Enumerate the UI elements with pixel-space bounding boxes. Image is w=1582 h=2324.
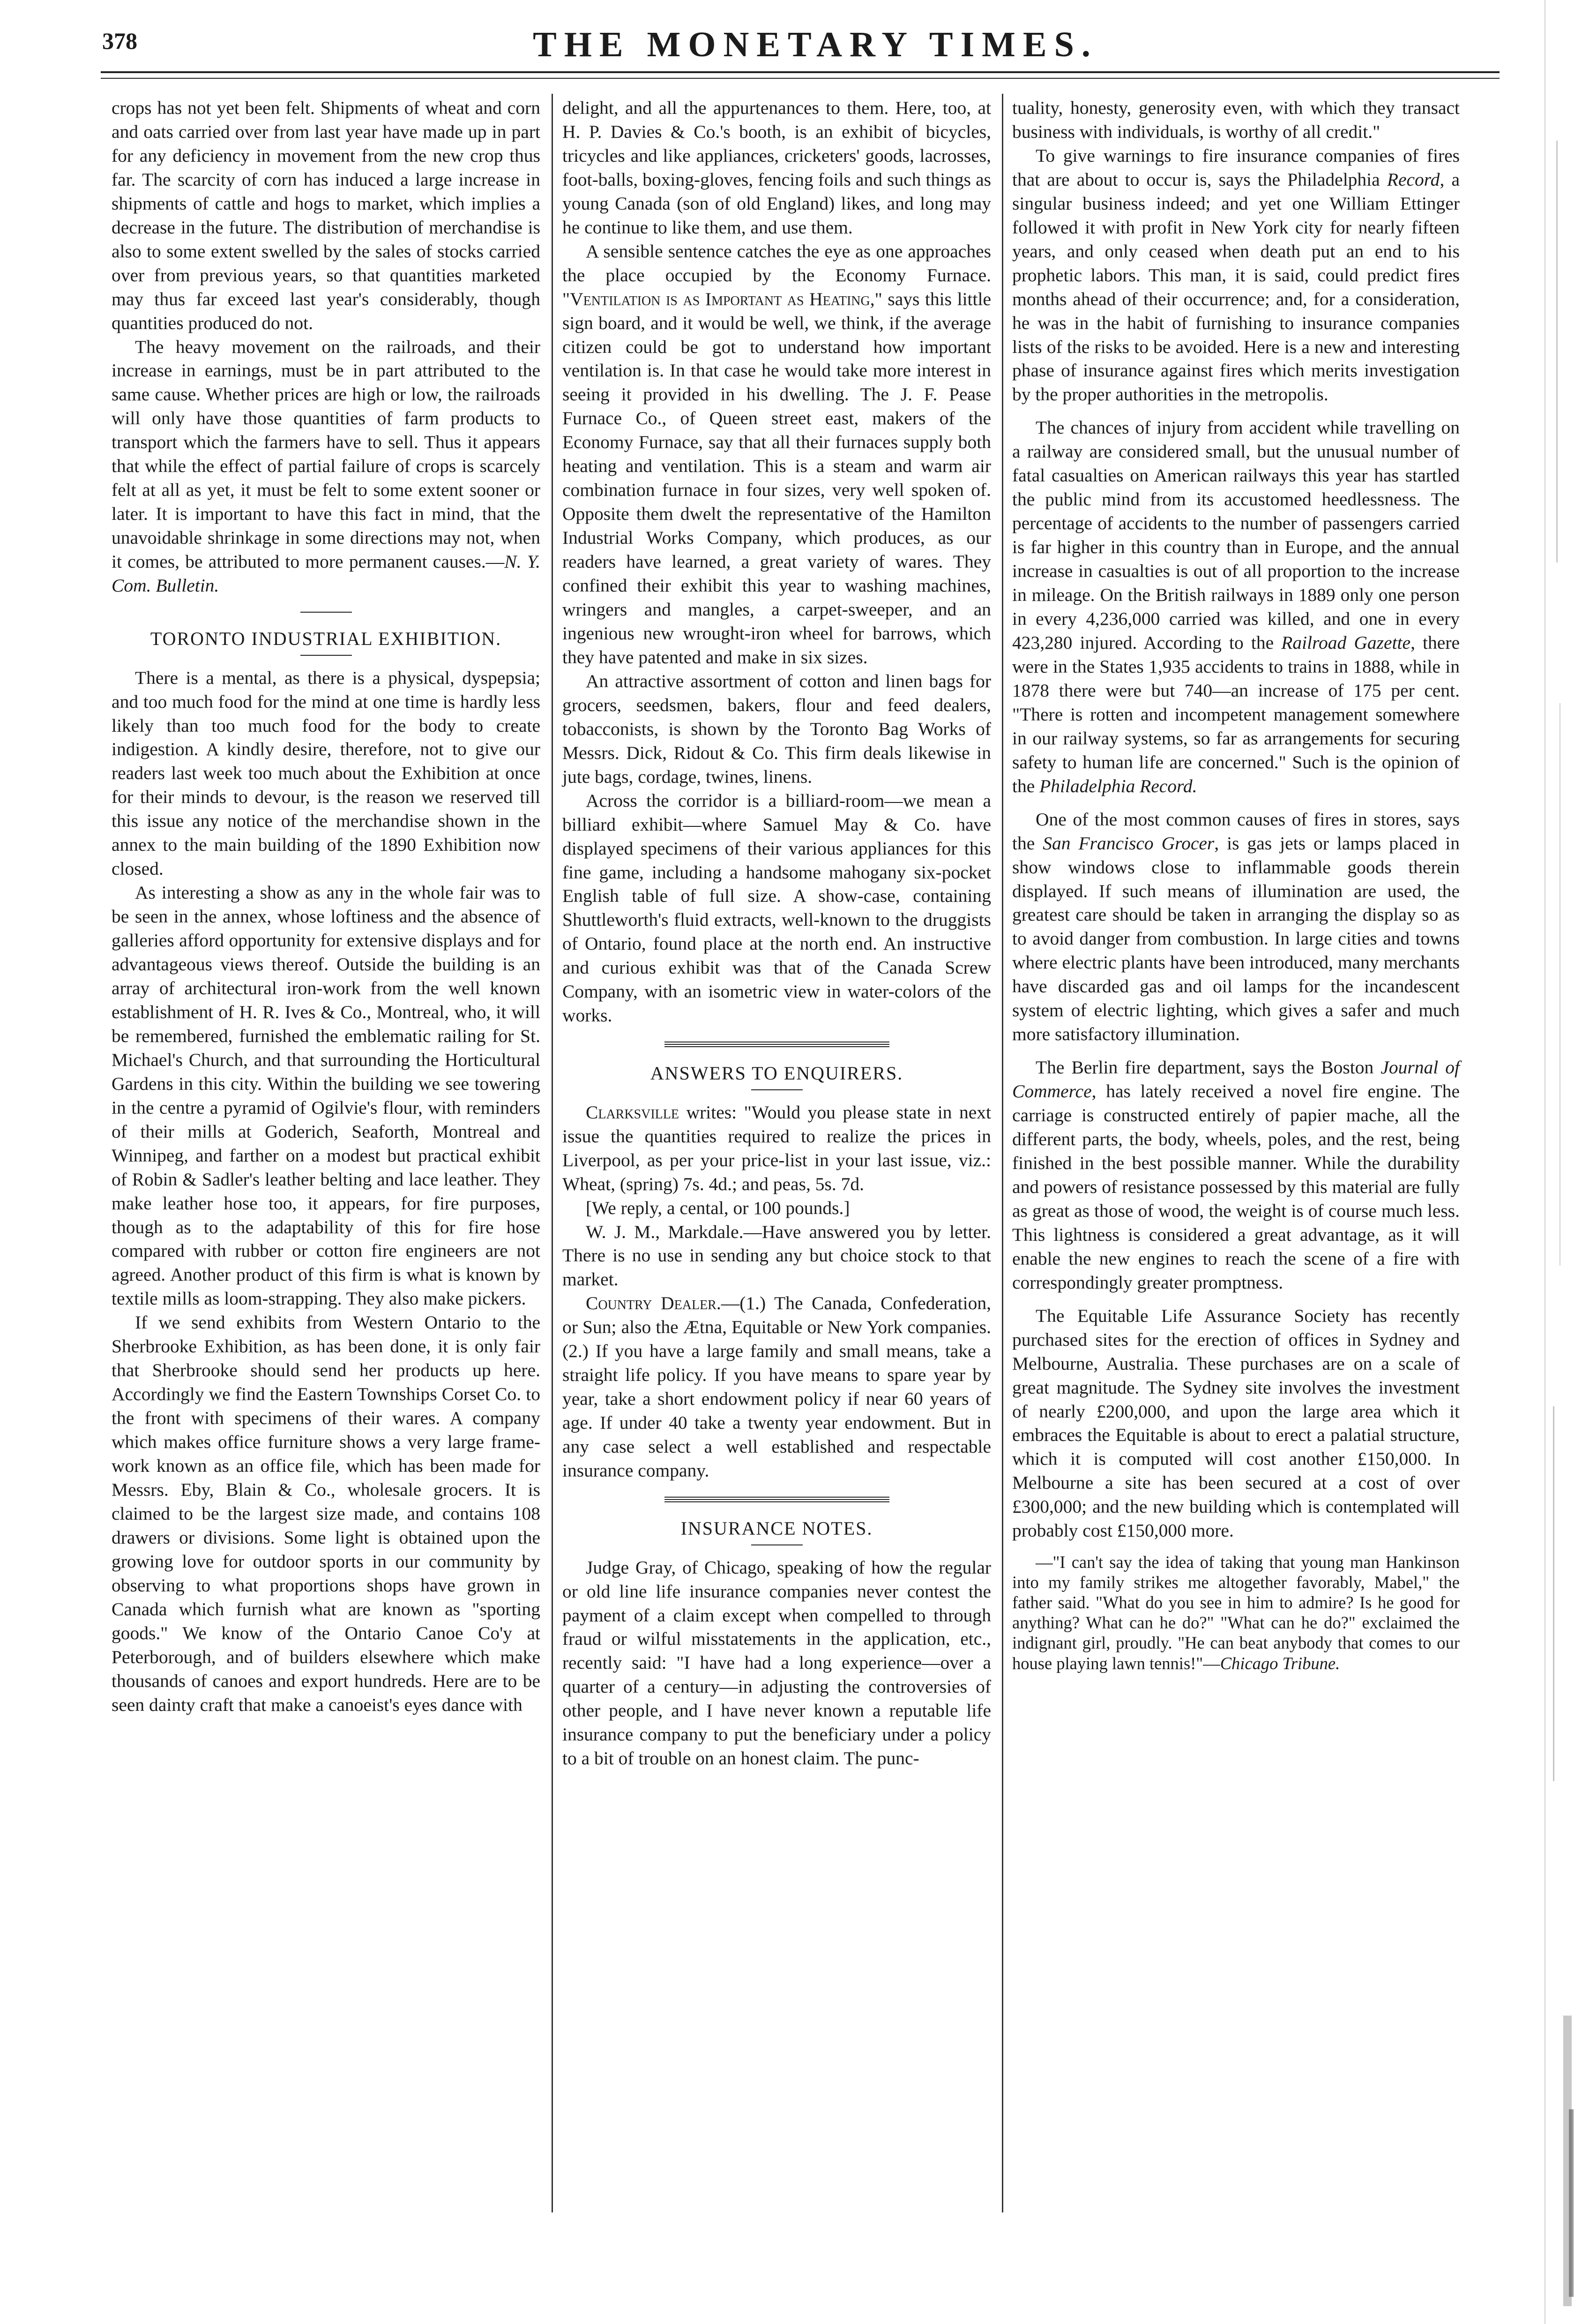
heading-underline	[751, 1544, 803, 1545]
page-edge-grain	[1530, 0, 1582, 2324]
article-paragraph: As interesting a show as any in the whole fair was to be seen in the annex, whose loftiness and the absence of galleries afford opportunity for extensive displays and for advantageous views thereof. Outside the building is an array of architectural iron-work from the well known establishment of H. R. Ives & Co., Montreal, who, it will be remembered, furnished the emblematic railing for St. Michael's Church, and that surrounding the Horticultural Gardens in this city. Within the building we see towering in the centre a pyramid of Ogilvie's flour, with reminders of their mills at Goderich, Seaforth, Montreal and Winnipeg, and farther on a modest but practical exhibit of Robin & Sadler's leather belting and lace leather. They make leather hose too, it appears, for fire purposes, though as to the adaptability of this for fire hose compared with rubber or cotton fire engineers are not agreed. Another product of this firm is what is known by textile mills as loom-strapping. They also make pickers.	[112, 882, 540, 1309]
article-paragraph: The heavy movement on the railroads, and their increase in earnings, must be in part attributed to the same cause. Whether prices are high or low, the railroads will only have those quantities of farm products to transport which the farmers have to sell. Thus it appears that while the effect of partial failure of crops is scarcely felt at all as yet, it must be felt to some extent sooner or later. It is important to have this fact in mind, that the unavoidable shrinkage in some directions may not, when it comes, be attributed to more permanent causes.—N. Y. Com. Bulletin.	[112, 336, 540, 596]
article-paragraph: Judge Gray, of Chicago, speaking of how the regular or old line life insurance companies never contest the payment of a claim except when compelled to through fraud or wilful misstatements in the application, etc., recently said: "I have had a long experience—over a quarter of a century—in adjusting the controversies of other people, and I have never known a reputable life insurance company to put the beneficiary under a policy to a bit of trouble on an honest claim. The punc-	[562, 1557, 991, 1769]
column-3	[1012, 96, 1460, 1673]
heading-underline	[300, 655, 352, 656]
article-paragraph: If we send exhibits from Western Ontario to the Sherbrooke Exhibition, as has been done, it is only fair that Sherbrooke should send her products up here. Accordingly we find the Eastern Townships Corset Co. to the front with specimens of their wares. A company which makes office furniture shows a very large frame-work known as an office file, which has been made for Messrs. Eby, Blain & Co., wholesale grocers. It is claimed to be the largest size made, and contains 108 drawers or divisions. Some light is obtained upon the growing love for outdoor sports in our community by observing to what proportions shops have grown in Canada which furnish what are known as "sporting goods." We know of the Ontario Canoe Co'y at Peterborough, and of builders elsewhere which make thousands of canoes and export hundreds. Here are to be seen dainty craft that make a canoeist's eyes dance with	[112, 1312, 540, 1715]
article-paragraph: crops has not yet been felt. Shipments of wheat and corn and oats carried over from last year have made up in part for any deficiency in movement from the new crop thus far. The scarcity of corn has induced a large increase in shipments of cattle and hogs to market, which implies a decrease in the future. The distribution of merchandise is also to some extent swelled by the sales of stocks carried over from previous years, so that quantities marketed may thus far exceed last year's considerably, though quantities produced do not.	[112, 97, 540, 333]
article-paragraph: delight, and all the appurtenances to them. Here, too, at H. P. Davies & Co.'s booth, is an exhibit of bicycles, tricycles and like appliances, cricketers' goods, lacrosses, foot-balls, boxing-gloves, fencing foils and such things as young Canada (son of old England) likes, and long may he continue to like them, and use them.	[562, 97, 991, 238]
article-separator	[300, 612, 352, 613]
section-heading: ANSWERS TO ENQUIRERS.	[650, 1063, 903, 1084]
article-paragraph: There is a mental, as there is a physical, dyspepsia; and too much food for the mind at one time is hardly less likely than too much food for the body to create indigestion. A kindly desire, therefore, not to give our readers last week too much about the Exhibition at once for their minds to devour, is the reason we reserved till this issue any notice of the merchandise shown in the annex to the main building of the 1890 Exhibition now closed.	[112, 667, 540, 879]
article-paragraph: An attractive assortment of cotton and linen bags for grocers, seedsmen, bakers, flour and feed dealers, tobacconists, is shown by the Toronto Bag Works of Messrs. Dick, Ridout & Co. This firm deals likewise in jute bags, cordage, twines, linens.	[562, 670, 991, 787]
column-1	[112, 96, 540, 1717]
article-paragraph: One of the most common causes of fires in stores, says the San Francisco Grocer, is gas jets or lamps placed in show windows close to inflammable goods therein displayed. If such means of illumination are used, the greatest care should be taken in arranging the display so as to avoid danger from combustion. In large cities and towns where electric plants have been introduced, many merchants have discarded gas and oil lamps for the incandescent system of electric lighting, which gives a safer and much more satisfactory illumination.	[1012, 809, 1460, 1045]
article-paragraph: Clarksville writes: "Would you please state in next issue the quantities required to realize the prices in Liverpool, as per your price-list in your last issue, viz.: Wheat, (spring) 7s. 4d.; and peas, 5s. 7d.	[562, 1102, 991, 1194]
masthead-title: THE MONETARY TIMES.	[533, 25, 1098, 64]
section-heading: TORONTO INDUSTRIAL EXHIBITION.	[150, 628, 502, 650]
enquirer-name: Country Dealer	[586, 1293, 716, 1314]
article-paragraph: Across the corridor is a billiard-room—we mean a billiard exhibit—where Samuel May & Co. have displayed specimens of their various appliances for this fine game, including a handsome mahogany six-pocket English table of full size. A show-case, containing Shuttleworth's fluid extracts, well-known to the druggists of Ontario, found place at the north end. An instructive and curious exhibit was that of the Canada Screw Company, with an isometric view in water-colors of the works.	[562, 790, 991, 1026]
article-paragraph: —"I can't say the idea of taking that young man Hankinson into my family strikes me altogether favorably, Mabel," the father said. "What do you see in him to admire? Is he good for anything? What can he do?" "What can he do?" exclaimed the indignant girl, proudly. "He can beat anybody that comes to our house playing lawn tennis!"—Chicago Tribune.	[1012, 1552, 1460, 1673]
article-paragraph: tuality, honesty, generosity even, with which they transact business with individuals, is worthy of all credit."	[1012, 97, 1460, 142]
article-paragraph: To give warnings to fire insurance companies of fires that are about to occur is, says the Philadelphia Record, a singular business indeed; and yet one William Ettinger followed it with profit in New York city for nearly fifteen years, and only ceased when death put an end to his prophetic labors. This man, it is said, could predict fires months ahead of their occurrence; and, for a consideration, he was in the habit of furnishing to insurance companies lists of the risks to be avoided. Here is a new and interesting phase of insurance against fires which merits investigation by the proper authorities in the metropolis.	[1012, 145, 1460, 405]
header-rule-thin	[101, 78, 1500, 79]
article-paragraph: The chances of injury from accident while travelling on a railway are considered small, but the unusual number of fatal casualties on American railways this year has startled the public mind from its accustomed heedlessness. The percentage of accidents to the number of passengers carried is far higher in this country than in Europe, and the annual increase in casualties is out of all proportion to the increase in mileage. On the British railways in 1889 only one person in every 4,236,000 carried was killed, and one in every 423,280 injured. According to the Railroad Gazette, there were in the States 1,935 accidents to trains in 1888, while in 1878 there were but 740—an increase of 175 per cent. "There is rotten and incompetent management somewhere in our railway systems, so far as arrangements for securing safety to human life are concerned." Such is the opinion of the Philadelphia Record.	[1012, 417, 1460, 796]
column-divider-right	[1002, 94, 1003, 2212]
article-paragraph: The Equitable Life Assurance Society has recently purchased sites for the erection of offices in Sydney and Melbourne, Australia. These purchases are on a scale of great magnitude. The Sydney site involves the investment of nearly £200,000, and upon the large area which it embraces the Equitable is about to erect a palatial structure, which it is computed will cost another £150,000. In Melbourne a site has been secured at a cost of over £300,000; and the new building which is contemplated will probably cost £150,000 more.	[1012, 1305, 1460, 1541]
article-paragraph: Country Dealer.—(1.) The Canada, Confederation, or Sun; also the Ætna, Equitable or New York companies. (2.) If you have a large family and small means, take a straight life policy. If you have means to spare year by year, take a short endowment policy if near 60 years of age. If under 40 take a twenty year endowment. But in any case select a well established and respectable insurance company.	[562, 1293, 991, 1481]
section-separator	[664, 1497, 889, 1502]
sign-quote: Ventilation is as Important as Heating	[570, 288, 870, 309]
article-paragraph: W. J. M., Markdale.—Have answered you by letter. There is no use in sending any but choice stock to that market.	[562, 1221, 991, 1290]
column-2	[562, 96, 991, 1770]
section-heading: INSURANCE NOTES.	[680, 1518, 873, 1539]
article-paragraph: A sensible sentence catches the eye as one approaches the place occupied by the Economy Furnace. "Ventilation is as Important as Heating," says this little sign board, and it would be well, we think, if the average citizen could be got to understand how important ventilation is. In that case he would take more interest in seeing it provided in his dwelling. The J. F. Pease Furnace Co., of Queen street east, makers of the Economy Furnace, say that all their furnaces supply both heating and ventilation. This is a steam and warm air combination furnace in four sizes, very well spoken of. Opposite them dwelt the representative of the Hamilton Industrial Works Company, which produces, as our readers have learned, a great variety of wares. They confined their exhibit this year to washing machines, wringers and mangles, a carpet-sweeper, and an ingenious new wrought-iron wheel for barrows, which they have patented and make in six sizes.	[562, 240, 991, 667]
page-number: 378	[102, 28, 137, 54]
heading-underline	[751, 1089, 803, 1090]
article-source: N. Y. Com. Bulletin.	[112, 551, 540, 596]
enquirer-name: Clarksville	[586, 1102, 679, 1123]
article-paragraph: The Berlin fire department, says the Boston Journal of Commerce, has lately received a novel fire engine. The carriage is constructed entirely of papier mache, all the different parts, the body, wheels, poles, and the rest, being finished in the best possible manner. While the durability and powers of resistance possessed by this material are fully as great as those of wood, the weight is of course much less. This lightness is considered a great advantage, as it will enable the new engines to reach the scene of a fire with correspondingly greater promptness.	[1012, 1057, 1460, 1293]
header-rule-thick	[101, 71, 1500, 73]
article-paragraph: [We reply, a cental, or 100 pounds.]	[586, 1197, 850, 1218]
column-divider-left	[552, 94, 553, 2212]
section-separator	[664, 1042, 889, 1047]
